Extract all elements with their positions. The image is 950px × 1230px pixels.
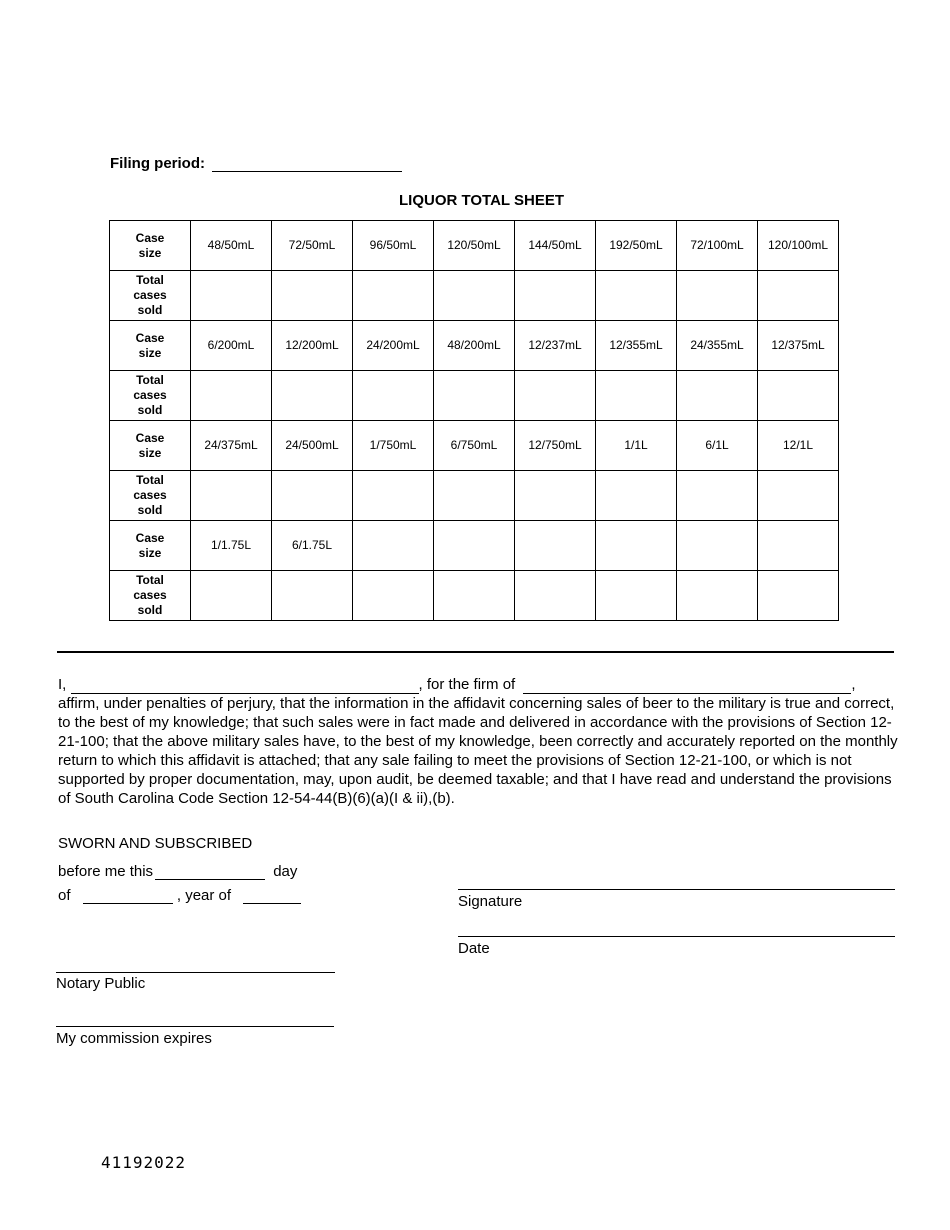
total-cases-input-cell[interactable] xyxy=(191,471,272,521)
case-size-cell: 12/750mL xyxy=(515,421,596,471)
total-cases-input-cell[interactable] xyxy=(677,471,758,521)
total-cases-input-cell[interactable] xyxy=(353,471,434,521)
total-cases-input-cell[interactable] xyxy=(191,571,272,621)
total-cases-input-cell[interactable] xyxy=(191,271,272,321)
case-size-label xyxy=(110,321,191,371)
case-size-cell: 24/200mL xyxy=(353,321,434,371)
filing-period-field[interactable] xyxy=(212,157,402,172)
total-cases-input-cell[interactable] xyxy=(434,371,515,421)
total-cases-sold-label-text: Total xyxy=(136,473,164,487)
total-cases-sold-label-text: Total xyxy=(136,373,164,387)
case-size-label-text: size xyxy=(138,445,162,460)
total-cases-sold-label xyxy=(110,471,191,521)
total-cases-input-cell[interactable] xyxy=(515,571,596,621)
date-label: Date xyxy=(458,940,490,957)
affidavit-statement xyxy=(58,675,908,808)
year-field[interactable] xyxy=(243,889,301,904)
case-size-cell: 6/1L xyxy=(677,421,758,471)
total-cases-input-cell[interactable] xyxy=(515,371,596,421)
case-size-cell: 12/200mL xyxy=(272,321,353,371)
affidavit-firm-text: , for the firm of xyxy=(418,676,516,693)
total-cases-sold-label-text: sold xyxy=(137,403,163,417)
case-size-label-text: size xyxy=(138,545,162,560)
commission-expires-field[interactable] xyxy=(56,1026,334,1027)
case-size-cell: 6/750mL xyxy=(434,421,515,471)
case-size-cell: 120/100mL xyxy=(758,221,839,271)
total-cases-input-cell[interactable] xyxy=(677,571,758,621)
total-cases-input-cell[interactable] xyxy=(272,371,353,421)
month-field[interactable] xyxy=(83,889,173,904)
before-me-label: before me this xyxy=(58,863,154,880)
case-size-cell xyxy=(758,521,839,571)
date-field[interactable] xyxy=(458,936,895,937)
case-size-cell xyxy=(434,521,515,571)
case-size-cell: 48/50mL xyxy=(191,221,272,271)
total-cases-input-cell[interactable] xyxy=(758,371,839,421)
sworn-of-line xyxy=(58,887,301,904)
case-size-cell: 24/355mL xyxy=(677,321,758,371)
affiant-name-field[interactable] xyxy=(71,679,419,694)
of-label: of xyxy=(58,887,71,904)
total-cases-input-cell[interactable] xyxy=(434,471,515,521)
case-size-cell: 192/50mL xyxy=(596,221,677,271)
case-size-cell: 1/1L xyxy=(596,421,677,471)
case-size-cell: 6/200mL xyxy=(191,321,272,371)
total-cases-input-cell[interactable] xyxy=(353,371,434,421)
case-size-cell: 1/750mL xyxy=(353,421,434,471)
total-cases-input-cell[interactable] xyxy=(758,571,839,621)
total-cases-input-cell[interactable] xyxy=(272,271,353,321)
total-cases-row xyxy=(110,471,839,521)
case-size-cell: 72/100mL xyxy=(677,221,758,271)
case-size-label-text: size xyxy=(138,345,162,360)
case-size-row xyxy=(110,421,839,471)
total-cases-sold-label-text: cases xyxy=(133,588,167,602)
case-size-cell xyxy=(677,521,758,571)
total-cases-input-cell[interactable] xyxy=(677,371,758,421)
total-cases-input-cell[interactable] xyxy=(596,471,677,521)
case-size-cell: 6/1.75L xyxy=(272,521,353,571)
case-size-cell xyxy=(596,521,677,571)
total-cases-row xyxy=(110,271,839,321)
section-divider xyxy=(57,651,894,653)
case-size-label-text: Case xyxy=(135,230,165,245)
total-cases-input-cell[interactable] xyxy=(191,371,272,421)
case-size-cell xyxy=(353,521,434,571)
total-cases-sold-label-text: Total xyxy=(136,573,164,587)
case-size-cell: 12/375mL xyxy=(758,321,839,371)
total-cases-row xyxy=(110,371,839,421)
total-cases-input-cell[interactable] xyxy=(596,571,677,621)
total-cases-sold-label xyxy=(110,571,191,621)
filing-period xyxy=(110,155,402,172)
case-size-cell xyxy=(515,521,596,571)
day-field[interactable] xyxy=(155,865,265,880)
affidavit-comma: , xyxy=(851,676,856,693)
total-cases-input-cell[interactable] xyxy=(758,471,839,521)
case-size-cell: 12/355mL xyxy=(596,321,677,371)
case-size-label xyxy=(110,521,191,571)
signature-field[interactable] xyxy=(458,889,895,890)
case-size-cell: 144/50mL xyxy=(515,221,596,271)
form-number: 41192022 xyxy=(101,1153,187,1172)
case-size-label-text: Case xyxy=(135,530,165,545)
case-size-cell: 24/375mL xyxy=(191,421,272,471)
total-cases-input-cell[interactable] xyxy=(515,471,596,521)
notary-public-field[interactable] xyxy=(56,972,335,973)
total-cases-sold-label-text: Total xyxy=(136,273,164,287)
total-cases-input-cell[interactable] xyxy=(272,571,353,621)
sworn-title: SWORN AND SUBSCRIBED xyxy=(58,835,253,852)
total-cases-input-cell[interactable] xyxy=(515,271,596,321)
total-cases-sold-label-text: sold xyxy=(137,303,163,317)
total-cases-input-cell[interactable] xyxy=(677,271,758,321)
sworn-before-line xyxy=(58,863,297,880)
case-size-row xyxy=(110,321,839,371)
total-cases-sold-label-text: sold xyxy=(137,503,163,517)
signature-label: Signature xyxy=(458,893,523,910)
notary-public-label: Notary Public xyxy=(56,975,146,992)
total-cases-input-cell[interactable] xyxy=(353,571,434,621)
total-cases-row xyxy=(110,571,839,621)
sheet-title: LIQUOR TOTAL SHEET xyxy=(398,192,564,209)
total-cases-sold-label-text: cases xyxy=(133,388,167,402)
case-size-cell: 1/1.75L xyxy=(191,521,272,571)
case-size-label xyxy=(110,421,191,471)
total-cases-input-cell[interactable] xyxy=(434,271,515,321)
affidavit-body: affirm, under penalties of perjury, that the information in the affidavit concerning sales of beer to the military is true and correct, to the best of my knowledge; that such sales were in fact made and delivered in accordance with the provisions of Section 12-21-100; that the above military sales have, to the best of my knowledge, been correctly and accurately reported on the monthly return to which this affidavit is attached; that any sale failing to meet the provisions of Section 12-21-100, or which is not supported by proper documentation, may, upon audit, be deemed taxable; and that I have read and understand the provisions of South Carolina Code Section 12-54-44(B)(6)(a)(I & ii),(b). xyxy=(58,695,898,807)
case-size-cell: 12/1L xyxy=(758,421,839,471)
filing-period-label: Filing period: xyxy=(110,155,205,172)
total-cases-sold-label-text: sold xyxy=(137,603,163,617)
case-size-cell: 12/237mL xyxy=(515,321,596,371)
case-size-label-text: size xyxy=(138,245,162,260)
case-size-cell: 72/50mL xyxy=(272,221,353,271)
case-size-row xyxy=(110,221,839,271)
case-size-cell: 48/200mL xyxy=(434,321,515,371)
total-cases-sold-label xyxy=(110,371,191,421)
case-size-cell: 96/50mL xyxy=(353,221,434,271)
affidavit-intro: I, xyxy=(58,676,67,693)
total-cases-input-cell[interactable] xyxy=(272,471,353,521)
case-size-label-text: Case xyxy=(135,330,165,345)
total-cases-input-cell[interactable] xyxy=(758,271,839,321)
total-cases-input-cell[interactable] xyxy=(596,371,677,421)
firm-name-field[interactable] xyxy=(523,679,851,694)
total-cases-input-cell[interactable] xyxy=(353,271,434,321)
case-size-label-text: Case xyxy=(135,430,165,445)
total-cases-sold-label-text: cases xyxy=(133,488,167,502)
total-cases-sold-label xyxy=(110,271,191,321)
affidavit-first-line xyxy=(58,675,908,694)
total-cases-input-cell[interactable] xyxy=(434,571,515,621)
total-cases-sold-label-text: cases xyxy=(133,288,167,302)
total-cases-input-cell[interactable] xyxy=(596,271,677,321)
case-size-cell: 120/50mL xyxy=(434,221,515,271)
liquor-total-table xyxy=(109,220,839,621)
case-size-cell: 24/500mL xyxy=(272,421,353,471)
day-label: day xyxy=(273,863,298,880)
case-size-row xyxy=(110,521,839,571)
commission-expires-label: My commission expires xyxy=(56,1030,212,1047)
year-of-label: , year of xyxy=(176,887,232,904)
case-size-label xyxy=(110,221,191,271)
